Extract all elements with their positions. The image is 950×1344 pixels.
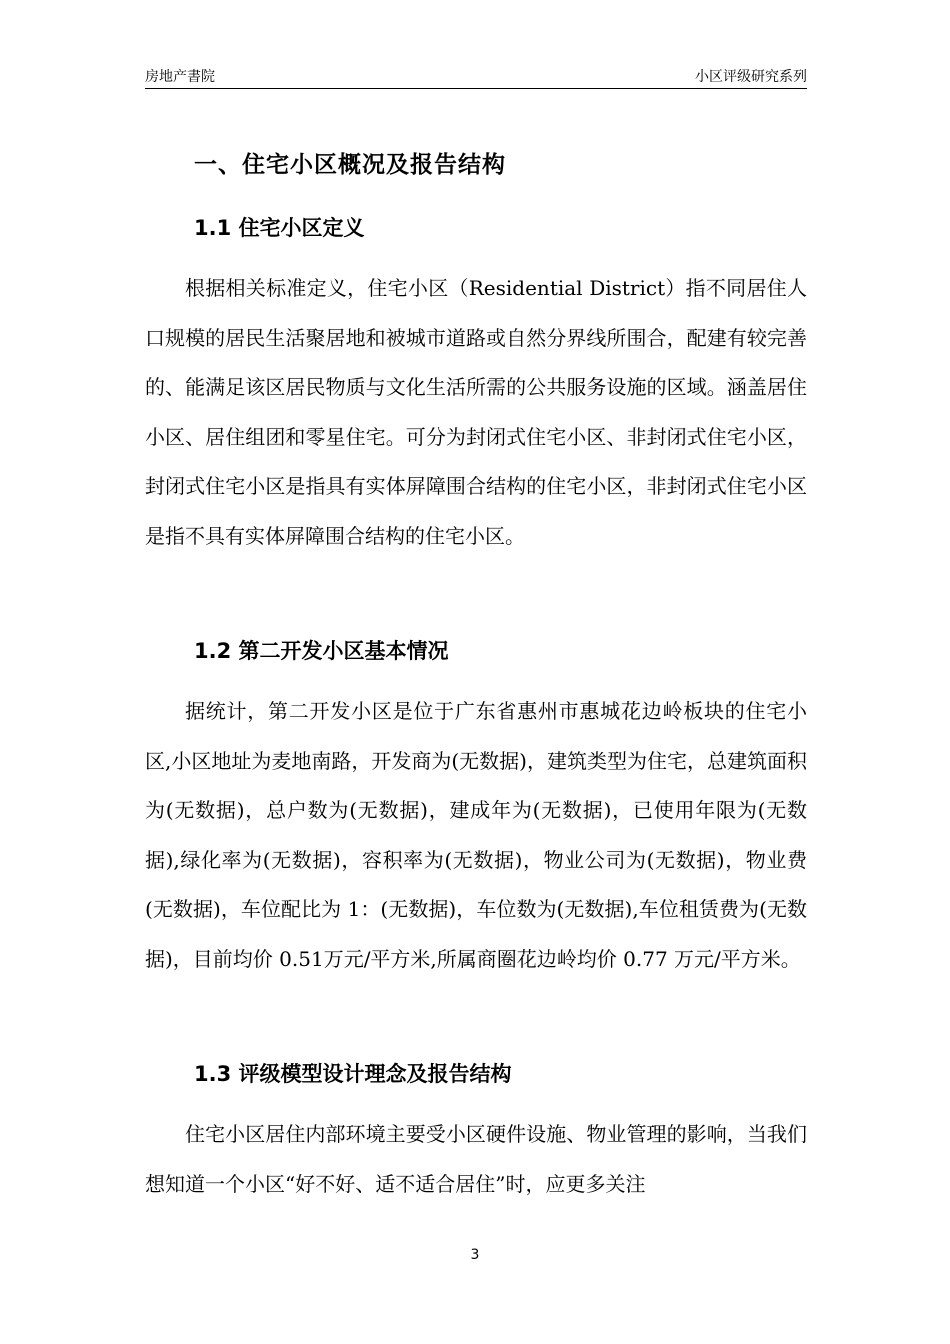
header-right-text: 小区评级研究系列 xyxy=(695,69,807,85)
section-paragraph-1-2: 据统计，第二开发小区是位于广东省惠州市惠城花边岭板块的住宅小区,小区地址为麦地南路，开发商为(无数据)，建筑类型为住宅，总建筑面积为(无数据)，总户数为(无数据)，建成年为(无数据)，已使用年限为(无数据),绿化率为(无数据)，容积率为(无数据)，物业公司为(无数据)，物业费(无数据)，车位配比为 1：(无数据)，车位数为(无数据),车位租赁费为(无数据)，目前均价 0.51万元/平方米,所属商圈花边岭均价 0.77 万元/平方米。 xyxy=(145,699,807,971)
page-number: 3 xyxy=(470,1247,480,1263)
header-left-text: 房地产書院 xyxy=(145,69,215,85)
section-heading-1-2: 1.2 第二开发小区基本情况 xyxy=(194,639,449,663)
section-heading-1-3: 1.3 评级模型设计理念及报告结构 xyxy=(194,1062,512,1086)
chapter-title: 一、住宅小区概况及报告结构 xyxy=(194,152,506,178)
section-heading-1-1: 1.1 住宅小区定义 xyxy=(194,216,365,240)
section-paragraph-1-3: 住宅小区居住内部环境主要受小区硬件设施、物业管理的影响，当我们想知道一个小区“好不好、适不适合居住”时，应更多关注 xyxy=(145,1122,807,1196)
page-header xyxy=(145,62,807,89)
section-paragraph-1-1: 根据相关标准定义，住宅小区（Residential District）指不同居住人口规模的居民生活聚居地和被城市道路或自然分界线所围合，配建有较完善的、能满足该区居民物质与文化生活所需的公共服务设施的区域。涵盖居住小区、居住组团和零星住宅。可分为封闭式住宅小区、非封闭式住宅小区，封闭式住宅小区是指具有实体屏障围合结构的住宅小区，非封闭式住宅小区是指不具有实体屏障围合结构的住宅小区。 xyxy=(145,276,807,548)
